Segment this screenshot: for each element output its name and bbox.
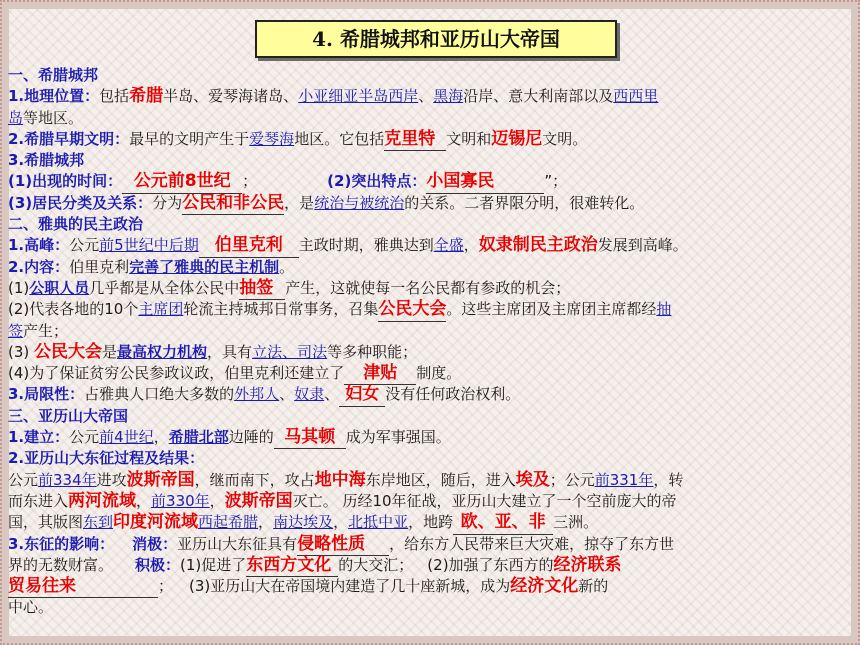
keyword: 奴隶 <box>294 385 325 404</box>
answer: 克里特 <box>384 129 446 151</box>
text: 分为 <box>152 193 183 212</box>
keyword: 前331年 <box>594 470 654 489</box>
item-label: 1.高峰： <box>8 236 70 255</box>
answer: 公民和非公民 <box>182 193 284 215</box>
text: 中心。 <box>8 598 54 617</box>
line-limitations <box>8 384 856 405</box>
text: 发展到高峰。 <box>597 236 688 255</box>
section-heading-alexander-empire: 三、亚历山大帝国 <box>8 406 129 425</box>
keyword: 南达埃及 <box>273 513 334 532</box>
item-label: 2.内容： <box>8 257 70 276</box>
text: (3)亚历山大在帝国境内建造了几十座新城，成为 <box>189 577 511 596</box>
text: 伯里克利 <box>69 257 130 276</box>
item-number: 2. <box>8 129 25 148</box>
answer: 地中海 <box>314 469 366 490</box>
text: ， <box>333 513 349 532</box>
keyword: 东到 <box>83 513 114 532</box>
keyword: 前330年 <box>151 491 210 510</box>
item-label: (2)突出特点： <box>327 172 427 191</box>
item-label: 3.局限性： <box>8 385 85 404</box>
text: ， <box>258 513 274 532</box>
answer: 欧、亚、非 <box>453 512 553 534</box>
item-label: 积极： <box>135 555 181 574</box>
line-campaign-2 <box>8 491 856 512</box>
text: (1)促进了 <box>180 555 247 574</box>
line-presidium <box>8 299 856 320</box>
keyword: 北抵中亚 <box>348 513 409 532</box>
text: 等多种职能； <box>327 342 418 361</box>
answer: 奴隶制民主政治 <box>478 235 598 256</box>
text: 公元 <box>69 236 100 255</box>
text: 灭亡。 历经10年征战，亚历山大建立了一个空前庞大的帝 <box>292 491 677 510</box>
text: 成为军事强国。 <box>345 428 451 447</box>
line-territory <box>8 512 856 533</box>
answer: 伯里克利 <box>199 235 299 257</box>
line-geography <box>8 86 856 107</box>
text: 公元 <box>69 428 100 447</box>
text: ；公元 <box>549 470 595 489</box>
item-number: 1. <box>8 87 25 106</box>
keyword: 主席团 <box>138 300 184 319</box>
line-officials <box>8 278 856 299</box>
keyword: 最高权力机构 <box>117 342 208 361</box>
line-centers <box>8 597 856 618</box>
text: 占雅典人口绝大多数的 <box>84 385 235 404</box>
subheading-eastern-campaign: 2.亚历山大东征过程及结果： <box>8 449 205 468</box>
line-assembly <box>8 342 856 363</box>
keyword: 西西里 <box>613 87 659 106</box>
text: ， <box>463 236 479 255</box>
text: 制度。 <box>416 364 462 383</box>
keyword: 公职人员 <box>29 278 90 297</box>
item-label: 消极： <box>132 534 178 553</box>
section-heading-greek-city-states: 一、希腊城邦 <box>8 66 99 84</box>
text: 主政时期，雅典达到 <box>298 236 434 255</box>
text: 几乎都是从全体公民中 <box>89 278 240 297</box>
text: 而东进入 <box>8 491 69 510</box>
answer: 小国寡民 <box>426 171 544 193</box>
answer: 印度河流域 <box>113 512 199 533</box>
line-impact-negative <box>8 534 856 555</box>
answer: 波斯帝国 <box>224 490 293 511</box>
keyword: 签 <box>8 321 24 340</box>
answer: 马其顿 <box>274 427 346 449</box>
line-allowance <box>8 363 856 384</box>
item-label: (3)居民分类及关系： <box>8 193 153 212</box>
text: ， <box>153 428 169 447</box>
text: 国，其版图 <box>8 513 84 532</box>
text: 、 <box>418 87 434 106</box>
line-impact-positive-cont <box>8 576 856 597</box>
item-label: (1)出现的时间： <box>8 172 123 191</box>
text: 三洲。 <box>553 513 599 532</box>
text: 沿岸、意大利南部以及 <box>463 87 614 106</box>
item-label: 1.建立： <box>8 428 70 447</box>
text: 、 <box>324 385 340 404</box>
keyword: 全盛 <box>433 236 464 255</box>
item-label: 3.东征的影响： <box>8 534 115 553</box>
text: 产生，这就使每一名公民都有参政的机会； <box>285 278 571 297</box>
keyword: 前5世纪中后期 <box>99 236 199 255</box>
line-peak <box>8 235 856 256</box>
keyword: 抽 <box>656 300 672 319</box>
text: ， <box>136 491 152 510</box>
text: ，具有 <box>207 342 253 361</box>
keyword: 外邦人 <box>234 385 280 404</box>
content-body <box>8 65 856 619</box>
answer: 波斯帝国 <box>126 469 195 490</box>
text: 新的 <box>578 577 609 596</box>
text: (2)代表各地的10个 <box>8 300 139 319</box>
line-content <box>8 257 856 278</box>
answer: 迈锡尼 <box>491 128 543 149</box>
subheading-city-states: 3.希腊城邦 <box>8 151 85 170</box>
text: ； <box>242 172 258 191</box>
text: 文明和 <box>446 129 492 148</box>
text: ，继而南下，攻占 <box>194 470 315 489</box>
answer: 公元前8世纪 <box>122 171 242 193</box>
line-impact-positive <box>8 555 856 576</box>
text: 是 <box>102 342 118 361</box>
keyword: 黑海 <box>433 87 464 106</box>
text: ， <box>209 491 225 510</box>
text: 的大交汇； <box>338 555 414 574</box>
text: 东岸地区，随后，进入 <box>365 470 516 489</box>
text: 的关系。二者界限分明，很难转化。 <box>404 193 645 212</box>
text: 产生； <box>23 321 69 340</box>
line-presidium-cont <box>8 321 856 342</box>
answer: 贸易往来 <box>8 576 158 598</box>
keyword: 前334年 <box>38 470 97 489</box>
text: 等地区。 <box>23 108 84 127</box>
text: 没有任何政治权利。 <box>385 385 521 404</box>
keyword: 完善了雅典的民主机制 <box>129 257 280 276</box>
text: 最早的文明产生于 <box>129 129 250 148</box>
text: ，是 <box>284 193 315 212</box>
keyword: 西起希腊 <box>198 513 259 532</box>
text: 、 <box>279 385 295 404</box>
text: (2)加强了东西方的 <box>427 555 554 574</box>
answer: 经济联系 <box>553 554 622 575</box>
answer: 妇女 <box>339 384 385 406</box>
keyword: 统治与被统治 <box>314 193 405 212</box>
line-early-civilization <box>8 129 856 150</box>
answer: 抽签 <box>239 278 285 300</box>
text: ，给东方人民带来巨大灾难，掠夺了东方世 <box>389 534 675 553</box>
item-label: 地理位置： <box>24 87 100 106</box>
keyword: 立法、司法 <box>252 342 328 361</box>
keyword: 岛 <box>8 108 24 127</box>
answer: 经济文化 <box>510 576 579 597</box>
text: 轮流主持城邦日常事务，召集 <box>183 300 379 319</box>
line-geography-cont <box>8 108 856 129</box>
answer: 两河流域 <box>68 490 137 511</box>
text: 界的无数财富。 <box>8 555 114 574</box>
text: 半岛、爱琴海诸岛、 <box>163 87 299 106</box>
keyword: 爱琴海 <box>249 129 295 148</box>
text: ； <box>158 577 174 596</box>
text: ，地跨 <box>408 513 454 532</box>
text: (4)为了保证贫穷公民参政议政，伯里克利还建立了 <box>8 364 345 383</box>
keyword: 前4世纪 <box>99 428 154 447</box>
line-emergence <box>8 171 856 192</box>
text: 亚历山大东征具有 <box>177 534 298 553</box>
text: 。这些主席团及主席团主席都经 <box>446 300 657 319</box>
answer: 希腊 <box>129 86 164 107</box>
text: (3) <box>8 342 35 361</box>
slide-title: 4. 希腊城邦和亚历山大帝国 <box>255 20 617 58</box>
answer: 东西方文化 <box>246 555 338 577</box>
text: 边陲的 <box>228 428 274 447</box>
text: 包括 <box>99 87 130 106</box>
text: ，转 <box>653 470 684 489</box>
text: 文明。 <box>542 129 588 148</box>
answer: 公民大会 <box>378 299 446 321</box>
answer: 侵略性质 <box>297 534 389 556</box>
answer: 津贴 <box>344 363 416 385</box>
text: 地区。它包括 <box>294 129 385 148</box>
text: (1) <box>8 278 30 297</box>
keyword: 希腊北部 <box>168 428 229 447</box>
answer: 埃及 <box>515 469 550 490</box>
item-label: 希腊早期文明： <box>24 129 130 148</box>
text: 进攻 <box>96 470 127 489</box>
text: 公元 <box>8 470 39 489</box>
line-founding <box>8 427 856 448</box>
section-heading-athenian-democracy: 二、雅典的民主政治 <box>8 215 144 234</box>
text: ”； <box>544 172 568 191</box>
line-campaign-1 <box>8 470 856 491</box>
line-residents <box>8 193 856 214</box>
answer: 公民大会 <box>34 341 103 362</box>
keyword: 小亚细亚半岛西岸 <box>298 87 419 106</box>
text: 。 <box>279 257 295 276</box>
